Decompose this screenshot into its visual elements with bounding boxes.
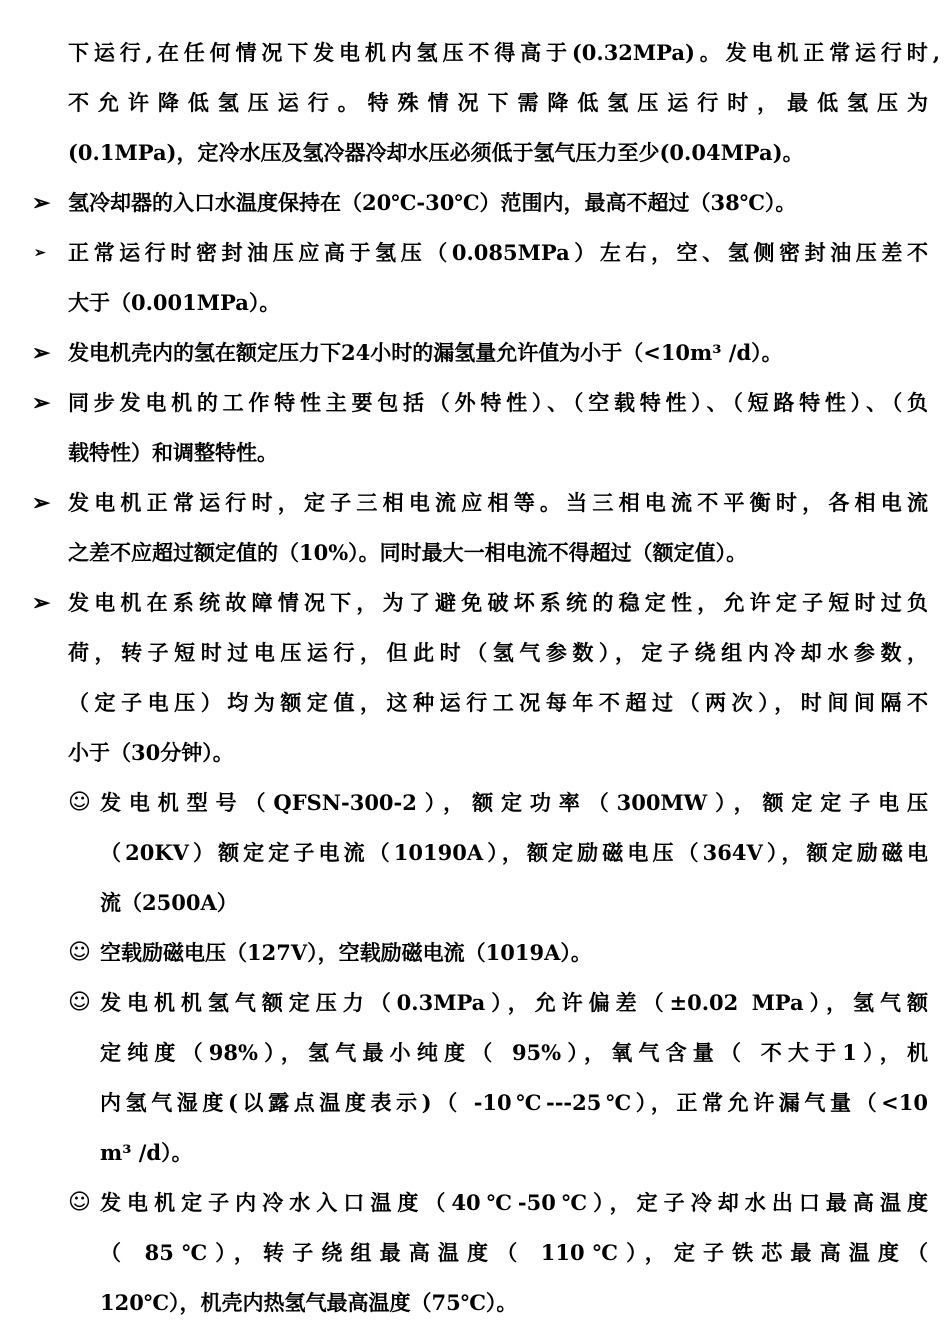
bullet-line: 之差不应超过额定值的（10%）。同时最大一相电流不得超过（额定值）。 [68, 540, 748, 565]
paragraph-line: (0.1MPa)，定冷水压及氢冷器冷却水压必须低于氢气压力至少(0.04MPa)。 [68, 140, 804, 165]
smiley-bullet-icon: ☺ [68, 990, 91, 1015]
smiley-item-line: （20KV）额定定子电流（10190A），额定励磁电压（364V），额定励磁电 [100, 840, 928, 865]
smiley-item-line: 发电机机氢气额定压力（0.3MPa），允许偏差（±0.02 MPa），氢气额 [100, 990, 928, 1015]
smiley-item-line: 发电机定子内冷水入口温度（40℃-50℃），定子冷却水出口最高温度 [100, 1190, 928, 1215]
bullet-line: 发电机在系统故障情况下，为了避免破坏系统的稳定性，允许定子短时过负 [68, 590, 928, 615]
smiley-bullet-icon: ☺ [68, 790, 91, 815]
smiley-item-line: 内氢气湿度(以露点温度表示)（ -10℃---25℃），正常允许漏气量（<10 [100, 1090, 928, 1115]
smiley-item-line: 流（2500A） [100, 890, 238, 915]
bullet-arrow-icon: ➢ [32, 340, 51, 366]
bullet-line: 大于（0.001MPa）。 [68, 290, 281, 315]
bullet-arrow-icon: ➢ [34, 245, 46, 261]
bullet-line: 同步发电机的工作特性主要包括（外特性）、（空载特性）、（短路特性）、（负 [68, 390, 928, 415]
bullet-line: 发电机正常运行时，定子三相电流应相等。当三相电流不平衡时，各相电流 [68, 490, 928, 515]
smiley-item-line: 空载励磁电压（127V），空载励磁电流（1019A）。 [100, 940, 592, 965]
bullet-line: （定子电压）均为额定值，这种运行工况每年不超过（两次），时间间隔不 [68, 690, 928, 715]
smiley-bullet-icon: ☺ [68, 940, 91, 965]
smiley-item-line: 120℃），机壳内热氢气最高温度（75℃）。 [100, 1290, 518, 1315]
bullet-arrow-icon: ➢ [32, 590, 51, 616]
bullet-line: 正常运行时密封油压应高于氢压（0.085MPa）左右，空、氢侧密封油压差不 [68, 240, 928, 265]
smiley-item-line: 定纯度（98%），氢气最小纯度（ 95%），氧气含量（ 不大于1），机 [100, 1040, 928, 1065]
bullet-arrow-icon: ➢ [32, 490, 51, 516]
smiley-item-line: 发电机型号（QFSN-300-2），额定功率（300MW），额定定子电压 [100, 790, 928, 815]
bullet-arrow-icon: ➢ [32, 190, 51, 216]
bullet-line: 荷，转子短时过电压运行，但此时（氢气参数），定子绕组内冷却水参数， [68, 640, 928, 665]
bullet-line: 氢冷却器的入口水温度保持在（20℃-30℃）范围内，最高不超过（38℃）。 [68, 190, 797, 215]
paragraph-line: 不允许降低氢压运行。特殊情况下需降低氢压运行时，最低氢压为 [68, 90, 928, 115]
smiley-item-line: m³ /d）。 [100, 1140, 193, 1165]
bullet-line: 载特性）和调整特性。 [68, 440, 278, 465]
bullet-line: 发电机壳内的氢在额定压力下24小时的漏氢量允许值为小于（<10m³ /d）。 [68, 340, 783, 365]
smiley-bullet-icon: ☺ [68, 1190, 91, 1215]
bullet-arrow-icon: ➢ [32, 390, 51, 416]
bullet-line: 小于（30分钟）。 [68, 740, 234, 765]
paragraph-line: 下运行,在任何情况下发电机内氢压不得高于(0.32MPa)。发电机正常运行时, [68, 40, 940, 65]
smiley-item-line: （ 85℃），转子绕组最高温度（ 110℃），定子铁芯最高温度（ [100, 1240, 928, 1265]
